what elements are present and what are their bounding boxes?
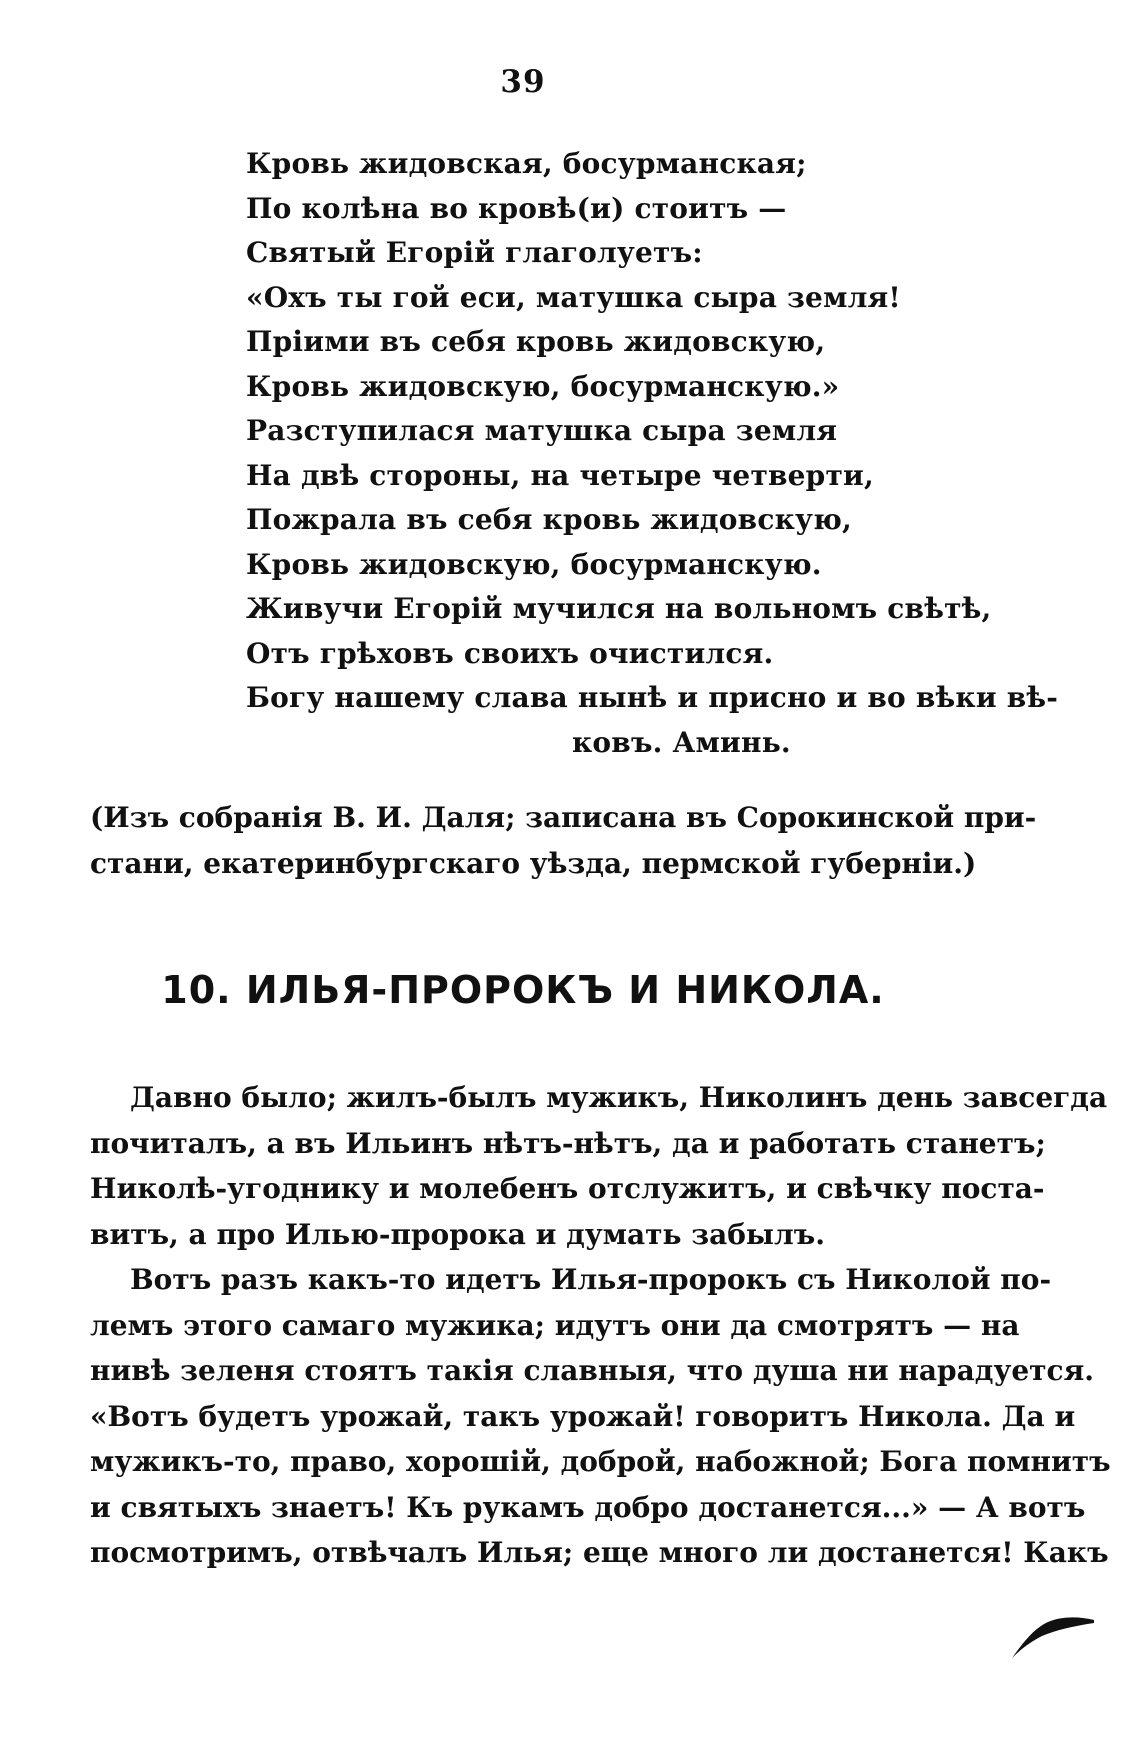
poem-line: По колѣна во кровѣ(и) стоитъ — bbox=[246, 191, 787, 225]
source-note-line: стани, екатеринбургскаго уѣзда, пермской губерніи.) bbox=[90, 847, 977, 880]
poem-line: На двѣ стороны, на четыре четверти, bbox=[246, 458, 874, 492]
story-line: и святыхъ знаетъ! Къ рукамъ добро достанется...» — А вотъ bbox=[90, 1490, 1086, 1524]
source-note-line: (Изъ собранія В. И. Даля; записана въ Сорокинской при- bbox=[90, 801, 1037, 834]
poem-line: Святый Егорій глаголуетъ: bbox=[246, 236, 703, 269]
story-line: Вотъ разъ какъ-то идетъ Илья-пророкъ съ Николой по- bbox=[130, 1263, 1052, 1296]
story-line: «Вотъ будетъ урожай, такъ урожай! говоритъ Никола. Да и bbox=[90, 1399, 1076, 1433]
poem-line: Отъ грѣховъ своихъ очистился. bbox=[246, 636, 774, 670]
story-line: почиталъ, а въ Ильинъ нѣтъ-нѣтъ, да и работать станетъ; bbox=[90, 1126, 1046, 1160]
poem-line: Живучи Егорій мучился на вольномъ свѣтѣ, bbox=[246, 592, 992, 625]
poem-line: Кровь жидовскую, босурманскую. bbox=[246, 547, 822, 581]
story-line: Давно было; жилъ-былъ мужикъ, Николинъ день завсегда bbox=[130, 1081, 1108, 1114]
story-line: лемъ этого самаго мужика; идутъ они да смотрятъ — на bbox=[90, 1308, 1020, 1342]
story-title: 10. ИЛЬЯ-ПРОРОКЪ И НИКОЛА. bbox=[161, 968, 885, 1012]
pen-stroke-mark bbox=[1008, 1606, 1098, 1666]
source-note bbox=[90, 795, 1037, 887]
poem-line: Богу нашему слава нынѣ и присно и во вѣки вѣ- bbox=[246, 681, 1059, 714]
poem-line: Пожрала въ себя кровь жидовскую, bbox=[246, 503, 852, 536]
poem-line: Кровь жидовскую, босурманскую.» bbox=[246, 369, 840, 403]
poem-line: Разступилася матушка сыра земля bbox=[246, 414, 838, 447]
page-number: 39 bbox=[500, 64, 546, 100]
story-line: нивѣ зеленя стоятъ такія славныя, что душа ни нарадуется. bbox=[90, 1354, 1095, 1387]
story-line: мужикъ-то, право, хорошій, доброй, набожной; Бога помнитъ bbox=[90, 1445, 1111, 1478]
story-line: витъ, а про Илью-пророка и думать забылъ. bbox=[90, 1217, 825, 1251]
poem-line-continuation: ковъ. Аминь. bbox=[572, 725, 791, 759]
story-line: Николѣ-угоднику и молебенъ отслужитъ, и свѣчку поста- bbox=[90, 1172, 1045, 1205]
poem-block bbox=[246, 142, 1059, 765]
poem-line: Пріими въ себя кровь жидовскую, bbox=[246, 325, 826, 358]
story-body bbox=[90, 1075, 1111, 1576]
poem-line: Кровь жидовская, босурманская; bbox=[246, 147, 807, 180]
poem-line: «Охъ ты гой еси, матушка сыра земля! bbox=[246, 280, 901, 314]
story-line: посмотримъ, отвѣчалъ Илья; еще много ли достанется! Какъ bbox=[90, 1536, 1109, 1569]
